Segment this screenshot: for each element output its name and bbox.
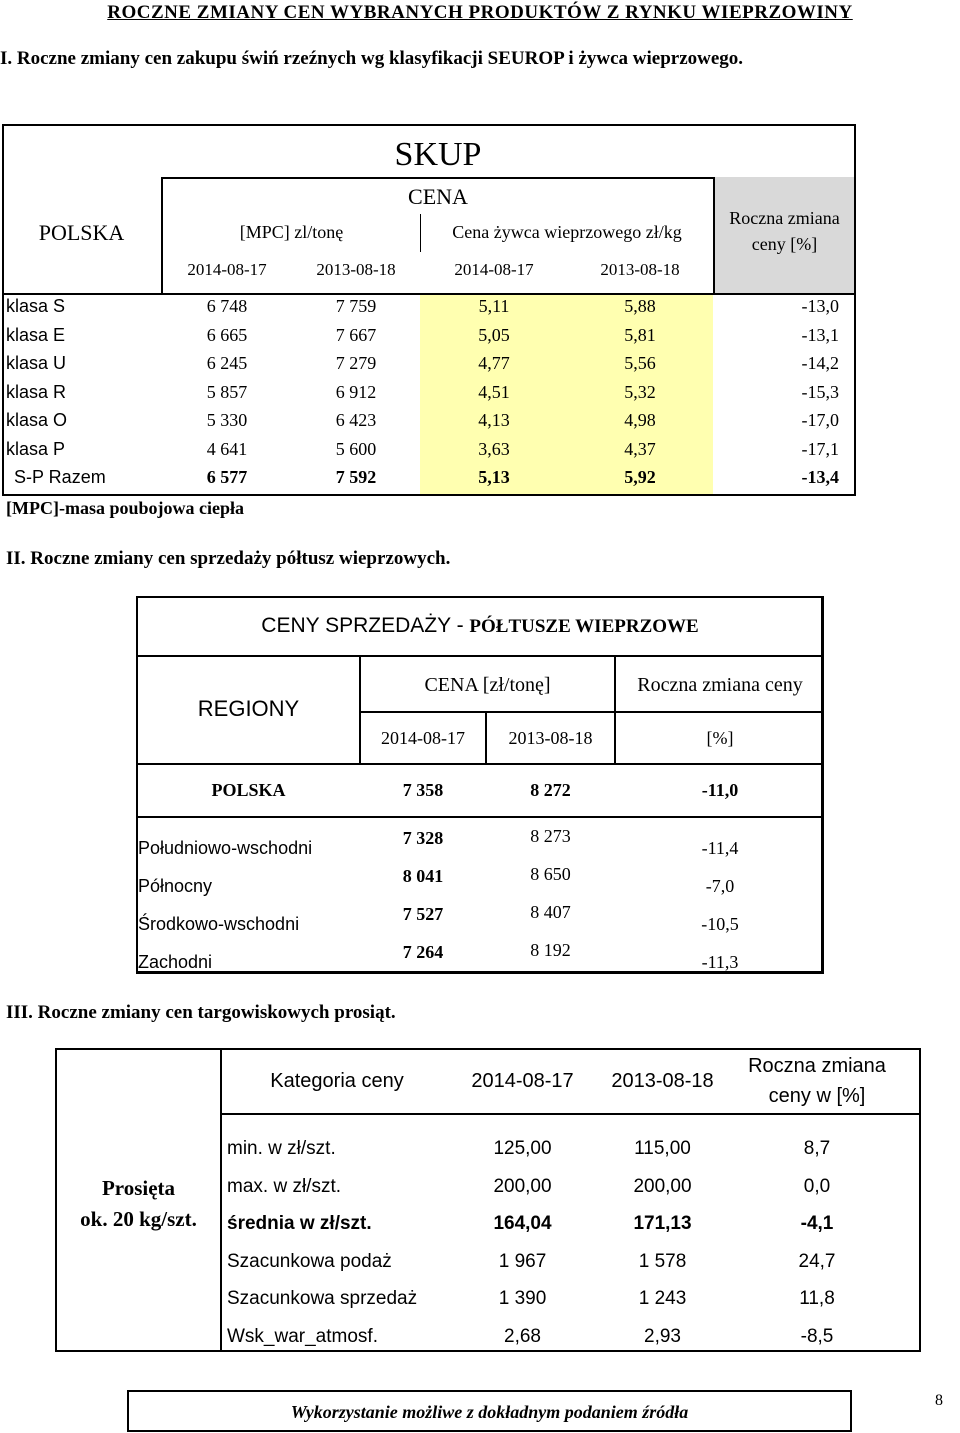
value-2013: 115,00 bbox=[634, 1138, 691, 1159]
zywiec-2014: 3,63 bbox=[478, 438, 510, 459]
row-label: klasa R bbox=[6, 381, 67, 402]
region-label: Środkowo-wschodni bbox=[138, 914, 300, 934]
regiony-label: REGIONY bbox=[197, 696, 300, 721]
region-v1: 7 328 bbox=[402, 828, 444, 848]
change-pct: 0,0 bbox=[803, 1175, 831, 1197]
date-header: 2013-08-18 bbox=[611, 1070, 714, 1092]
mpc-2013: 6 423 bbox=[335, 410, 377, 430]
change-label-1: Roczna zmiana bbox=[729, 208, 840, 228]
change-label: Roczna zmiana ceny bbox=[637, 674, 803, 696]
change-pct: -15,3 bbox=[801, 381, 839, 402]
section-2-heading: II. Roczne zmiany cen sprzedaży półtusz wieprzowych. bbox=[6, 548, 451, 569]
rule bbox=[136, 655, 824, 657]
polska-row-label: POLSKA bbox=[211, 780, 286, 800]
category-label: Wsk_war_atmosf. bbox=[227, 1325, 378, 1347]
value-2013: 1 243 bbox=[638, 1288, 687, 1309]
value-2014: 1 967 bbox=[498, 1250, 547, 1272]
zywiec-2013: 5,92 bbox=[624, 467, 656, 487]
region-change: -11,3 bbox=[701, 952, 739, 972]
category-label: średnia w zł/szt. bbox=[227, 1213, 372, 1234]
date-header: 2014-08-17 bbox=[381, 728, 465, 748]
region-label: Południowo-wschodni bbox=[138, 838, 313, 858]
region-label: Północny bbox=[138, 876, 213, 896]
change-pct: -13,1 bbox=[801, 324, 839, 345]
row-label: klasa S bbox=[6, 296, 66, 316]
category-label: Szacunkowa sprzedaż bbox=[227, 1288, 418, 1309]
polska-v1: 7 358 bbox=[402, 780, 444, 800]
zywiec-label: Cena żywca wieprzowego zł/kg bbox=[452, 222, 682, 242]
zywiec-2014: 5,05 bbox=[478, 324, 510, 345]
row-label: klasa O bbox=[6, 410, 68, 430]
date-header: 2014-08-17 bbox=[471, 1070, 574, 1092]
change-pct: 24,7 bbox=[798, 1250, 836, 1272]
row-label: klasa E bbox=[6, 324, 66, 345]
region-v2: 8 407 bbox=[530, 902, 571, 922]
mpc-2013: 6 912 bbox=[335, 381, 377, 402]
table-2-title: CENY SPRZEDAŻY - PÓŁTUSZE WIEPRZOWE bbox=[261, 614, 699, 637]
region-label: Zachodni bbox=[138, 952, 213, 972]
change-pct: 8,7 bbox=[803, 1138, 831, 1159]
rule bbox=[136, 763, 824, 765]
zywiec-2013: 5,32 bbox=[624, 381, 656, 402]
change-label-2: ceny [%] bbox=[751, 234, 818, 254]
region-v2: 8 192 bbox=[530, 940, 571, 960]
region-change: -10,5 bbox=[701, 914, 739, 934]
section-1-heading: I. Roczne zmiany cen zakupu świń rzeźnych wg klasyfikacji SEUROP i żywca wieprzowego. bbox=[0, 48, 744, 69]
change-pct: -13,4 bbox=[801, 467, 839, 487]
category-label: min. w zł/szt. bbox=[227, 1138, 336, 1159]
date-header: 2013-08-18 bbox=[316, 260, 396, 279]
pct-header: [%] bbox=[706, 728, 734, 748]
zywiec-2013: 4,98 bbox=[624, 410, 656, 430]
mpc-2014: 6 245 bbox=[206, 353, 248, 373]
value-2013: 2,93 bbox=[644, 1325, 681, 1347]
zywiec-2014: 5,11 bbox=[478, 296, 510, 316]
mpc-label: [MPC] zl/tonę bbox=[239, 222, 344, 242]
date-header: 2013-08-18 bbox=[508, 728, 593, 748]
rule bbox=[220, 1113, 921, 1115]
zywiec-2013: 5,88 bbox=[624, 296, 656, 316]
kategoria-header: Kategoria ceny bbox=[270, 1070, 404, 1092]
zywiec-2013: 5,81 bbox=[624, 324, 656, 345]
row-label: klasa U bbox=[6, 353, 67, 373]
region-v2: 8 273 bbox=[530, 826, 571, 846]
page-number: 8 bbox=[935, 1392, 943, 1409]
value-2014: 164,04 bbox=[493, 1213, 552, 1234]
mpc-2014: 6 577 bbox=[206, 467, 248, 487]
group-label-2: ok. 20 kg/szt. bbox=[80, 1207, 197, 1231]
change-pct: -14,2 bbox=[801, 353, 839, 373]
row-label: klasa P bbox=[6, 438, 66, 459]
zywiec-2014: 4,51 bbox=[478, 381, 510, 402]
skup-label: SKUP bbox=[394, 136, 482, 173]
zywiec-2013: 5,56 bbox=[624, 353, 656, 373]
rule bbox=[360, 711, 824, 713]
region-change: -7,0 bbox=[705, 876, 735, 896]
mpc-2014: 5 857 bbox=[206, 381, 248, 402]
mpc-2014: 6 748 bbox=[206, 296, 248, 316]
value-2014: 1 390 bbox=[498, 1288, 547, 1309]
change-pct: -8,5 bbox=[800, 1325, 834, 1347]
mpc-2013: 7 667 bbox=[335, 324, 377, 345]
category-label: Szacunkowa podaż bbox=[227, 1250, 392, 1272]
polska-change: -11,0 bbox=[701, 780, 739, 800]
rule bbox=[2, 293, 856, 295]
footer-note: Wykorzystanie możliwe z dokładnym podaniem źródła bbox=[290, 1402, 689, 1422]
mpc-2014: 4 641 bbox=[206, 438, 248, 459]
mpc-2013: 7 279 bbox=[335, 353, 377, 373]
change-pct: -13,0 bbox=[801, 296, 839, 316]
change-header-1: Roczna zmiana bbox=[748, 1055, 886, 1077]
date-header: 2014-08-17 bbox=[454, 260, 534, 279]
region-v1: 7 264 bbox=[402, 942, 444, 962]
row-label: S-P Razem bbox=[14, 467, 106, 487]
section-3-heading: III. Roczne zmiany cen targowiskowych prosiąt. bbox=[6, 1002, 396, 1023]
region-v2: 8 650 bbox=[530, 864, 571, 884]
rule bbox=[220, 1048, 222, 1352]
change-header-2: ceny w [%] bbox=[768, 1085, 866, 1107]
region-v1: 7 527 bbox=[402, 904, 444, 924]
value-2014: 125,00 bbox=[493, 1138, 552, 1159]
rule bbox=[136, 816, 824, 818]
change-pct: -17,1 bbox=[801, 438, 839, 459]
mpc-2014: 5 330 bbox=[206, 410, 248, 430]
mpc-2014: 6 665 bbox=[206, 324, 248, 345]
polska-label: POLSKA bbox=[38, 220, 125, 245]
zywiec-2014: 4,13 bbox=[478, 410, 510, 430]
zywiec-2014: 5,13 bbox=[478, 467, 510, 487]
value-2014: 2,68 bbox=[504, 1325, 541, 1347]
mpc-2013: 7 759 bbox=[335, 296, 377, 316]
category-label: max. w zł/szt. bbox=[227, 1175, 342, 1197]
change-pct: -4,1 bbox=[800, 1213, 834, 1234]
group-label-1: Prosięta bbox=[101, 1176, 176, 1200]
cena-label: CENA [zł/tonę] bbox=[424, 674, 551, 696]
page-title: ROCZNE ZMIANY CEN WYBRANYCH PRODUKTÓW Z RYNKU WIEPRZOWINY bbox=[107, 2, 853, 23]
value-2014: 200,00 bbox=[493, 1175, 552, 1197]
region-change: -11,4 bbox=[701, 838, 739, 858]
value-2013: 200,00 bbox=[633, 1175, 692, 1197]
mpc-note: [MPC]-masa poubojowa ciepła bbox=[6, 498, 244, 518]
mpc-2013: 5 600 bbox=[335, 438, 377, 459]
zywiec-2014: 4,77 bbox=[478, 353, 510, 373]
rule bbox=[161, 177, 713, 179]
change-pct: 11,8 bbox=[799, 1288, 835, 1309]
region-v1: 8 041 bbox=[402, 866, 444, 886]
value-2013: 1 578 bbox=[638, 1250, 687, 1272]
date-header: 2014-08-17 bbox=[187, 260, 267, 279]
value-2013: 171,13 bbox=[633, 1213, 692, 1234]
zywiec-2013: 4,37 bbox=[624, 438, 656, 459]
change-pct: -17,0 bbox=[801, 410, 839, 430]
date-header: 2013-08-18 bbox=[600, 260, 680, 279]
mpc-2013: 7 592 bbox=[335, 467, 377, 487]
cena-label: CENA bbox=[408, 184, 468, 209]
polska-v2: 8 272 bbox=[530, 780, 571, 800]
